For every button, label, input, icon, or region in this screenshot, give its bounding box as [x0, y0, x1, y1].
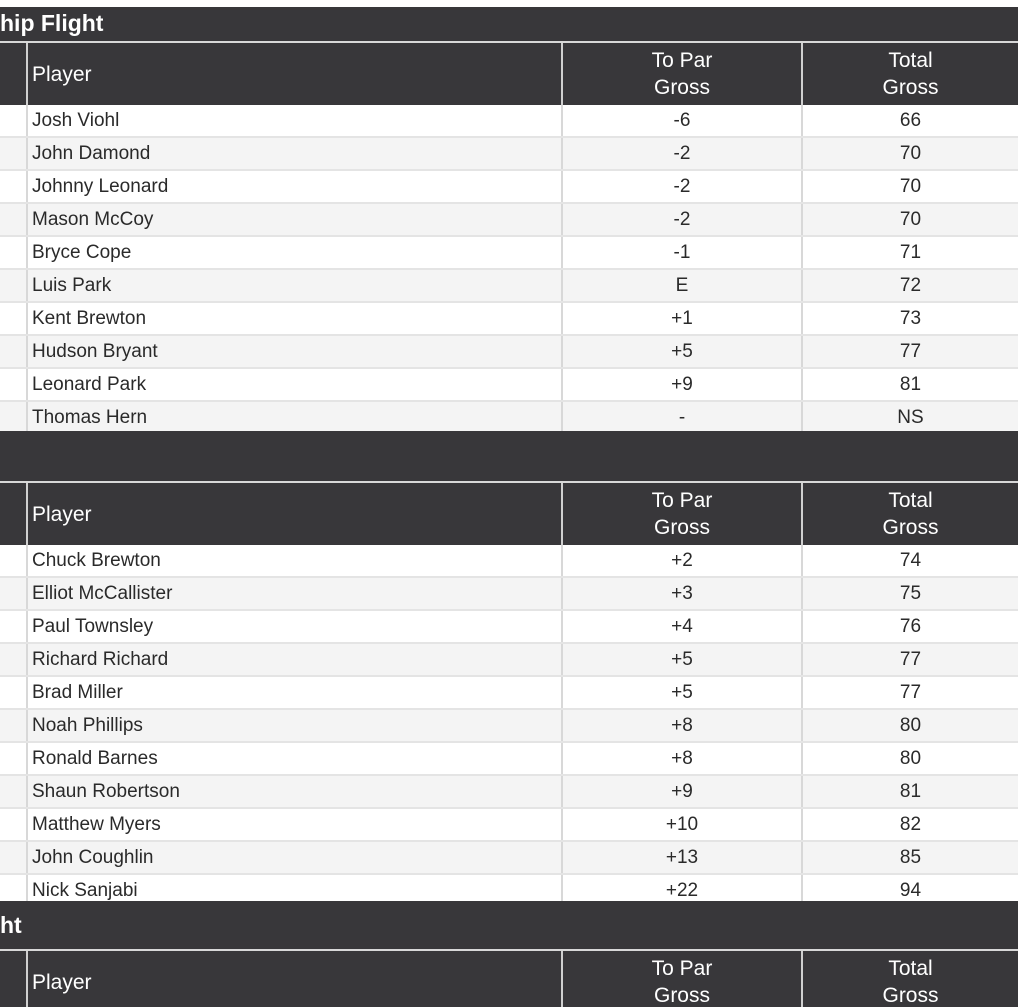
table-row	[0, 236, 1018, 269]
table-row	[0, 742, 1018, 775]
player-name: John Damond	[27, 137, 562, 170]
results-table	[0, 483, 1018, 908]
position-cell	[0, 577, 27, 610]
table-row	[0, 808, 1018, 841]
table-row	[0, 709, 1018, 742]
player-name: Josh Viohl	[27, 105, 562, 137]
table-header-row	[0, 951, 1018, 1007]
player-name: Kent Brewton	[27, 302, 562, 335]
player-name: Hudson Bryant	[27, 335, 562, 368]
position-cell	[0, 775, 27, 808]
to-par-header-line2: Gross	[653, 984, 710, 1007]
to-par-value: -6	[562, 105, 802, 137]
player-name: Johnny Leonard	[27, 170, 562, 203]
position-cell	[0, 302, 27, 335]
player-name: Elliot McCallister	[27, 577, 562, 610]
total-value: 70	[802, 170, 1018, 203]
to-par-value: +13	[562, 841, 802, 874]
player-name: Richard Richard	[27, 643, 562, 676]
total-header-line2: Gross	[882, 516, 939, 539]
player-name: Noah Phillips	[27, 709, 562, 742]
to-par-value: -2	[562, 137, 802, 170]
player-name: Brad Miller	[27, 676, 562, 709]
total-value: 81	[802, 775, 1018, 808]
position-header	[0, 43, 27, 105]
table-row	[0, 170, 1018, 203]
total-value: 77	[802, 676, 1018, 709]
total-header-line2: Gross	[882, 984, 939, 1007]
player-header: Player	[27, 43, 562, 105]
top-margin	[0, 0, 1024, 7]
position-cell	[0, 643, 27, 676]
total-header-line1: Total	[888, 489, 933, 512]
to-par-gross-header	[562, 43, 802, 105]
player-name: Ronald Barnes	[27, 742, 562, 775]
total-gross-header	[802, 951, 1018, 1007]
flight-title-text: ht	[0, 912, 22, 938]
to-par-value: -1	[562, 236, 802, 269]
position-cell	[0, 368, 27, 401]
table-row	[0, 676, 1018, 709]
table-row	[0, 302, 1018, 335]
flight-title	[0, 7, 1018, 43]
table-row	[0, 545, 1018, 577]
to-par-header-line1: To Par	[651, 489, 713, 512]
to-par-value: +5	[562, 676, 802, 709]
total-value: 94	[802, 874, 1018, 907]
total-value: 70	[802, 137, 1018, 170]
total-value: 72	[802, 269, 1018, 302]
player-name: Bryce Cope	[27, 236, 562, 269]
player-name: Luis Park	[27, 269, 562, 302]
flight-section-2	[0, 431, 1018, 908]
player-name: John Coughlin	[27, 841, 562, 874]
table-header-row	[0, 43, 1018, 105]
table-row	[0, 775, 1018, 808]
position-cell	[0, 808, 27, 841]
total-value: 75	[802, 577, 1018, 610]
to-par-value: +22	[562, 874, 802, 907]
to-par-value: +5	[562, 335, 802, 368]
player-name: Thomas Hern	[27, 401, 562, 434]
total-gross-header	[802, 483, 1018, 545]
player-name: Paul Townsley	[27, 610, 562, 643]
total-value: 73	[802, 302, 1018, 335]
position-cell	[0, 236, 27, 269]
position-cell	[0, 676, 27, 709]
position-cell	[0, 170, 27, 203]
total-value: 80	[802, 709, 1018, 742]
table-row	[0, 841, 1018, 874]
to-par-header-line1: To Par	[651, 49, 713, 72]
to-par-header-line1: To Par	[651, 957, 713, 980]
position-cell	[0, 335, 27, 368]
position-cell	[0, 401, 27, 434]
table-header-row	[0, 483, 1018, 545]
to-par-value: +10	[562, 808, 802, 841]
table-row	[0, 137, 1018, 170]
total-value: 66	[802, 105, 1018, 137]
player-name: Matthew Myers	[27, 808, 562, 841]
to-par-value: +5	[562, 643, 802, 676]
to-par-gross-header	[562, 951, 802, 1007]
to-par-value: +8	[562, 709, 802, 742]
total-value: 82	[802, 808, 1018, 841]
to-par-value: +3	[562, 577, 802, 610]
to-par-header-line2: Gross	[653, 76, 710, 99]
table-row	[0, 269, 1018, 302]
total-header-line2: Gross	[882, 76, 939, 99]
player-header: Player	[27, 483, 562, 545]
total-value: NS	[802, 401, 1018, 434]
flight-title-text: hip Flight	[0, 10, 104, 36]
table-row	[0, 335, 1018, 368]
player-name: Chuck Brewton	[27, 545, 562, 577]
position-cell	[0, 545, 27, 577]
player-name: Mason McCoy	[27, 203, 562, 236]
position-cell	[0, 137, 27, 170]
position-cell	[0, 610, 27, 643]
position-header	[0, 483, 27, 545]
to-par-value: +4	[562, 610, 802, 643]
table-row	[0, 368, 1018, 401]
to-par-value: -2	[562, 170, 802, 203]
total-header-line1: Total	[888, 49, 933, 72]
to-par-value: +8	[562, 742, 802, 775]
total-value: 80	[802, 742, 1018, 775]
results-table	[0, 951, 1018, 1007]
total-value: 81	[802, 368, 1018, 401]
to-par-gross-header	[562, 483, 802, 545]
results-table	[0, 43, 1018, 435]
position-cell	[0, 709, 27, 742]
position-cell	[0, 105, 27, 137]
to-par-value: -2	[562, 203, 802, 236]
to-par-value: -	[562, 401, 802, 434]
total-value: 85	[802, 841, 1018, 874]
total-value: 70	[802, 203, 1018, 236]
position-cell	[0, 742, 27, 775]
position-cell	[0, 841, 27, 874]
player-name: Nick Sanjabi	[27, 874, 562, 907]
to-par-value: +1	[562, 302, 802, 335]
total-gross-header	[802, 43, 1018, 105]
total-value: 76	[802, 610, 1018, 643]
flight-title	[0, 901, 1018, 951]
flight-section-1	[0, 7, 1018, 435]
table-row	[0, 105, 1018, 137]
total-header-line1: Total	[888, 957, 933, 980]
total-value: 74	[802, 545, 1018, 577]
to-par-header-line2: Gross	[653, 516, 710, 539]
table-row	[0, 643, 1018, 676]
player-name: Leonard Park	[27, 368, 562, 401]
to-par-value: +9	[562, 775, 802, 808]
player-name: Shaun Robertson	[27, 775, 562, 808]
table-row	[0, 401, 1018, 434]
table-row	[0, 203, 1018, 236]
to-par-value: E	[562, 269, 802, 302]
position-cell	[0, 203, 27, 236]
to-par-value: +2	[562, 545, 802, 577]
flight-title	[0, 431, 1018, 483]
flight-section-3	[0, 901, 1018, 1007]
position-header	[0, 951, 27, 1007]
right-margin	[1018, 0, 1024, 1007]
player-header: Player	[27, 951, 562, 1007]
to-par-value: +9	[562, 368, 802, 401]
table-row	[0, 610, 1018, 643]
table-row	[0, 577, 1018, 610]
total-value: 71	[802, 236, 1018, 269]
total-value: 77	[802, 643, 1018, 676]
position-cell	[0, 269, 27, 302]
total-value: 77	[802, 335, 1018, 368]
